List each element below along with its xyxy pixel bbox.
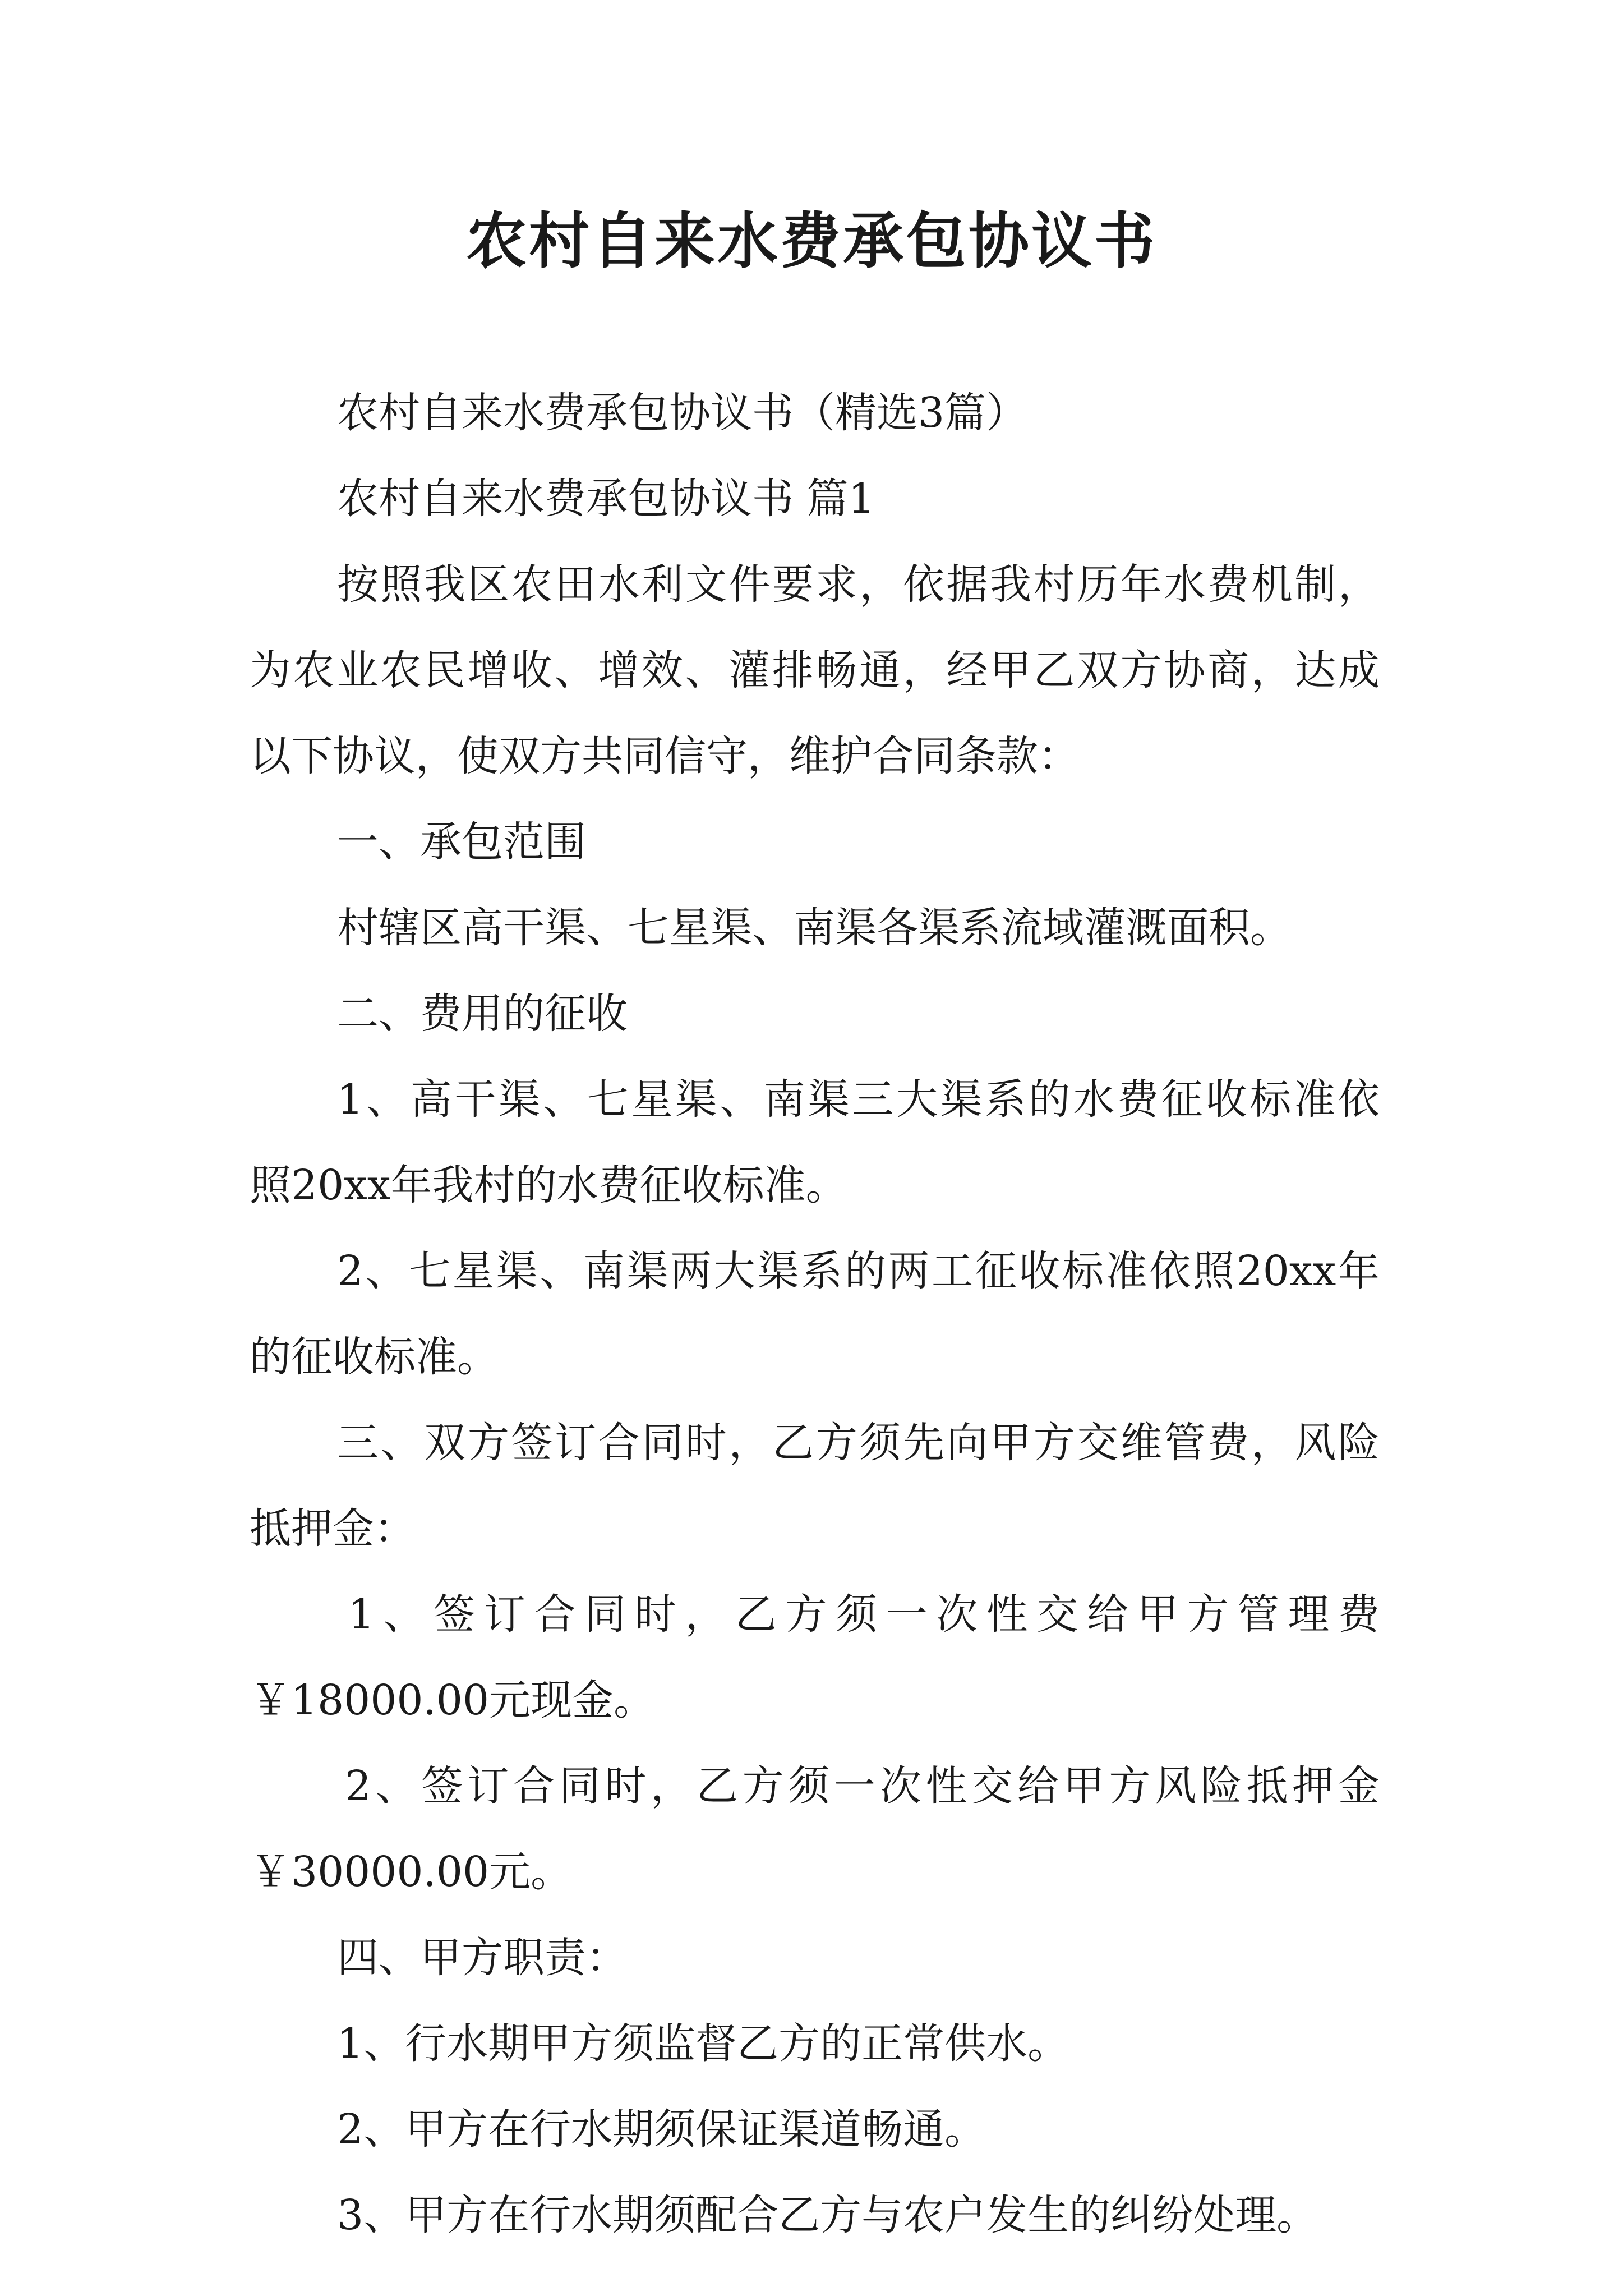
- clause-heading-fees: 二、费用的征收: [337, 990, 628, 1038]
- clause-heading-party-a-duties: 四、甲方职责：: [337, 1934, 628, 1982]
- body-line-duty-3: 3、甲方在行水期须配合乙方与农户发生的纠纷处理。: [337, 2191, 1318, 2239]
- body-line-deposit-2a: 2、签订合同时，乙方须一次性交给甲方风险抵押金: [345, 1762, 1380, 1810]
- body-line-intro-3: 以下协议，使双方共同信守，维护合同条款：: [250, 732, 1080, 780]
- body-line-section-heading: 农村自来水费承包协议书 篇1: [337, 475, 875, 523]
- body-line-deposit-cont: 抵押金：: [250, 1504, 416, 1553]
- body-line-fee-1a: 1、高干渠、七星渠、南渠三大渠系的水费征收标准依: [337, 1075, 1380, 1124]
- body-line-scope: 村辖区高干渠、七星渠、南渠各渠系流域灌溉面积。: [337, 904, 1292, 952]
- body-line-subtitle: 农村自来水费承包协议书（精选3篇）: [337, 389, 1028, 437]
- body-line-intro-2: 为农业农民增收、增效、灌排畅通，经甲乙双方协商，达成: [250, 646, 1380, 694]
- body-line-fee-1b: 照20xx年我村的水费征收标准。: [250, 1161, 847, 1209]
- body-line-deposit-1b: ￥18000.00元现金。: [250, 1676, 656, 1724]
- body-line-fee-2b: 的征收标准。: [250, 1333, 499, 1381]
- body-line-duty-2: 2、甲方在行水期须保证渠道畅通。: [337, 2105, 986, 2154]
- clause-heading-deposit: 三、双方签订合同时，乙方须先向甲方交维管费，风险: [337, 1419, 1380, 1467]
- document-title: 农村自来水费承包协议书: [465, 206, 1157, 277]
- body-line-deposit-1a: 1、签订合同时，乙方须一次性交给甲方管理费: [348, 1590, 1380, 1639]
- body-line-fee-2a: 2、七星渠、南渠两大渠系的两工征收标准依照20xx年: [337, 1247, 1380, 1295]
- clause-heading-scope: 一、承包范围: [337, 818, 586, 866]
- body-line-deposit-2b: ￥30000.00元。: [250, 1848, 573, 1896]
- body-line-duty-1: 1、行水期甲方须监督乙方的正常供水。: [337, 2019, 1069, 2068]
- body-line-intro-1: 按照我区农田水利文件要求，依据我村历年水费机制，: [337, 560, 1380, 609]
- document-body: [250, 370, 1380, 2258]
